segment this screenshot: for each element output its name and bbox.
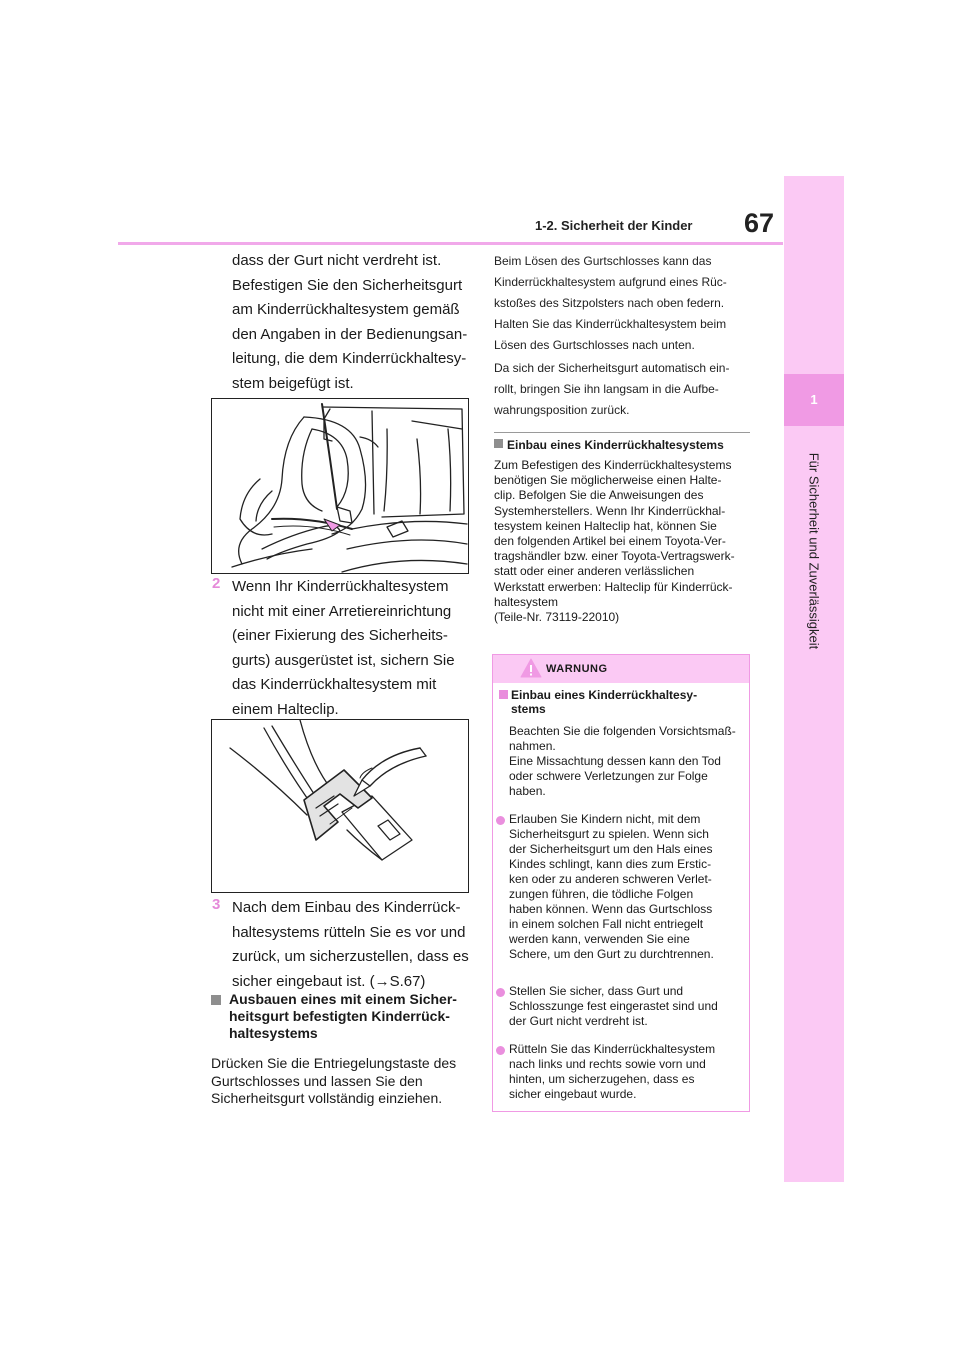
text-line: Wenn Ihr Kinderrückhaltesystem [232,578,449,595]
header-divider [118,242,783,245]
text-line: Halten Sie das Kinderrückhaltesystem beim [494,317,727,331]
heading-line: heitsgurt befestigten Kinderrück- [229,1008,450,1024]
text-line: Befestigen Sie den Sicherheitsgurt [232,276,463,294]
text-line: Da sich der Sicherheitsgurt automatisch ein- [494,361,730,375]
text-line: clip. Befolgen Sie die Anweisungen des [494,488,704,503]
text-line: einem Halteclip. [232,700,339,718]
text-line: (einer Fixierung des Sicherheits- [232,627,448,644]
text-line: nach links und rechts sowie vorn und [509,1057,706,1071]
text-line: oder schwere Verletzungen zur Folge [509,769,708,783]
chapter-number: 1 [810,392,818,407]
text-line: sicher eingebaut wurde. [509,1087,637,1101]
bullet-dot-icon [496,816,505,825]
text-line: haltesystem [494,594,559,609]
locking-clip-illustration [211,719,469,893]
text-line: den Angaben in der Bedienungsan- [232,325,468,343]
text-line: (Teile-Nr. 73119-22010) [494,610,620,625]
page-number: 67 [743,208,774,238]
text-line: Beim Lösen des Gurtschlosses kann das [494,254,712,268]
heading-line: Einbau eines Kinderrückhaltesy- [511,688,698,702]
section-divider [494,432,750,433]
warning-item [509,984,745,1029]
text-line: tragshändler bzw. einer Toyota-Vertragswerk- [494,549,735,564]
text-line: das Kinderrückhaltesystem mit [232,676,437,693]
warning-title: WARNUNG [546,663,608,675]
text-line: tesystem keinen Halteclip hat, können Sie [494,518,717,533]
text-line: leitung, die dem Kinderrückhaltesy- [232,350,467,367]
removal-heading [211,991,469,1042]
step-1-continued-text [232,249,472,396]
text-line: Nach dem Einbau des Kinderrück- [232,899,461,916]
text-line: kstoßes des Sitzpolsters nach oben federn. [494,296,725,310]
text-line: der Sicherheitsgurt um den Hals eines [509,842,713,856]
installation-heading [494,438,724,452]
text-line: Schlosszunge fest eingerastet sind und [509,999,718,1013]
text-line: stem beigefügt ist. [232,374,354,392]
heading-text: Einbau eines Kinderrückhaltesystems [507,438,724,452]
text-line: wahrungsposition zurück. [494,403,630,417]
heading-square-icon [211,995,221,1005]
warning-intro [509,724,749,799]
release-note-paragraph [494,251,750,356]
text-line: Stellen Sie sicher, dass Gurt und [509,984,684,998]
text-line: statt oder einer anderen verlässlichen [494,564,695,579]
text-line: benötigen Sie möglicherweise einen Halte- [494,473,722,488]
text-line: Schere, um den Gurt zu durchtrennen. [509,947,714,961]
bullet-dot-icon [496,988,505,997]
text-line: Kindes schlingt, kann dies zum Erstic- [509,857,712,871]
page-reference-text[interactable]: sicher eingebaut ist. (→S.67) [232,972,426,990]
text-line: hinten, um sicherzugehen, dass es [509,1072,695,1086]
text-line: Drücken Sie die Entriegelungstaste des [211,1055,457,1071]
text-line: dass der Gurt nicht verdreht ist. [232,252,442,269]
step-2-number: 2 [212,575,221,592]
step-2-text [232,575,472,722]
heading-line: stems [511,702,546,716]
text-line: Erlauben Sie Kindern nicht, mit dem [509,812,701,826]
heading-line: haltesystems [229,1025,318,1041]
heading-square-icon [499,690,508,699]
text-line: Rütteln Sie das Kinderrückhaltesystem [509,1042,716,1056]
warning-triangle-icon [520,657,542,679]
text-line: haltesystems rütteln Sie es vor und [232,923,466,941]
warning-item [509,812,745,962]
text-line: werden kann, verwenden Sie eine [509,932,690,946]
chapter-label: Für Sicherheit und Zuverlässigkeit [806,452,822,650]
text-line: nicht mit einer Arretiereinrichtung [232,602,452,620]
text-line: Kinderrückhaltesystem aufgrund eines Rüc- [494,275,727,289]
heading-line: Ausbauen eines mit einem Sicher- [229,991,457,1007]
heading-square-icon [494,439,503,448]
bullet-dot-icon [496,1046,505,1055]
warning-item [509,1042,745,1102]
text-line: Zum Befestigen des Kinderrückhaltesystems [494,458,732,472]
text-line: Lösen des Gurtschlosses nach unten. [494,338,695,352]
text-line: haben. [509,784,546,798]
installation-paragraph [494,458,756,625]
text-line: Eine Missachtung dessen kann den Tod [509,754,721,768]
retract-note-paragraph [494,358,750,421]
text-line: Sicherheitsgurt zu spielen. Wenn sich [509,827,709,841]
child-seat-installation-illustration [211,398,469,574]
text-line: haben können. Wenn das Gurtschloss [509,902,713,916]
chapter-tab-strip [784,176,844,1182]
warning-subheading [499,688,743,716]
text-line: rollt, bringen Sie ihn langsam in die Aufbe- [494,382,719,396]
text-line: gurts) ausgerüstet ist, sichern Sie [232,651,455,669]
text-line: Beachten Sie die folgenden Vorsichtsmaß- [509,724,736,738]
text-line: zungen führen, die tödliche Folgen [509,887,694,901]
text-line: Sicherheitsgurt vollständig einziehen. [211,1090,443,1106]
text-line: der Gurt nicht verdreht ist. [509,1014,648,1028]
text-line: Systemherstellers. Wenn Ihr Kinderrückhal- [494,503,726,518]
text-line: am Kinderrückhaltesystem gemäß [232,301,460,318]
text-line: zurück, um sicherzustellen, dass es [232,948,469,965]
section-title: 1-2. Sicherheit der Kinder [535,218,693,233]
text-line: Werkstatt erwerben: Halteclip für Kinderrück- [494,579,733,594]
step-3-number: 3 [212,896,221,913]
text-line: ken oder zu anderen schweren Verlet- [509,872,712,886]
text-line: nahmen. [509,739,556,753]
text-line: Gurtschlosses und lassen Sie den [211,1072,423,1089]
text-line: in einem solchen Fall nicht entriegelt [509,917,704,931]
removal-paragraph [211,1055,473,1108]
step-3-text [232,896,472,994]
text-line: den folgenden Artikel bei einem Toyota-Ver- [494,534,726,549]
